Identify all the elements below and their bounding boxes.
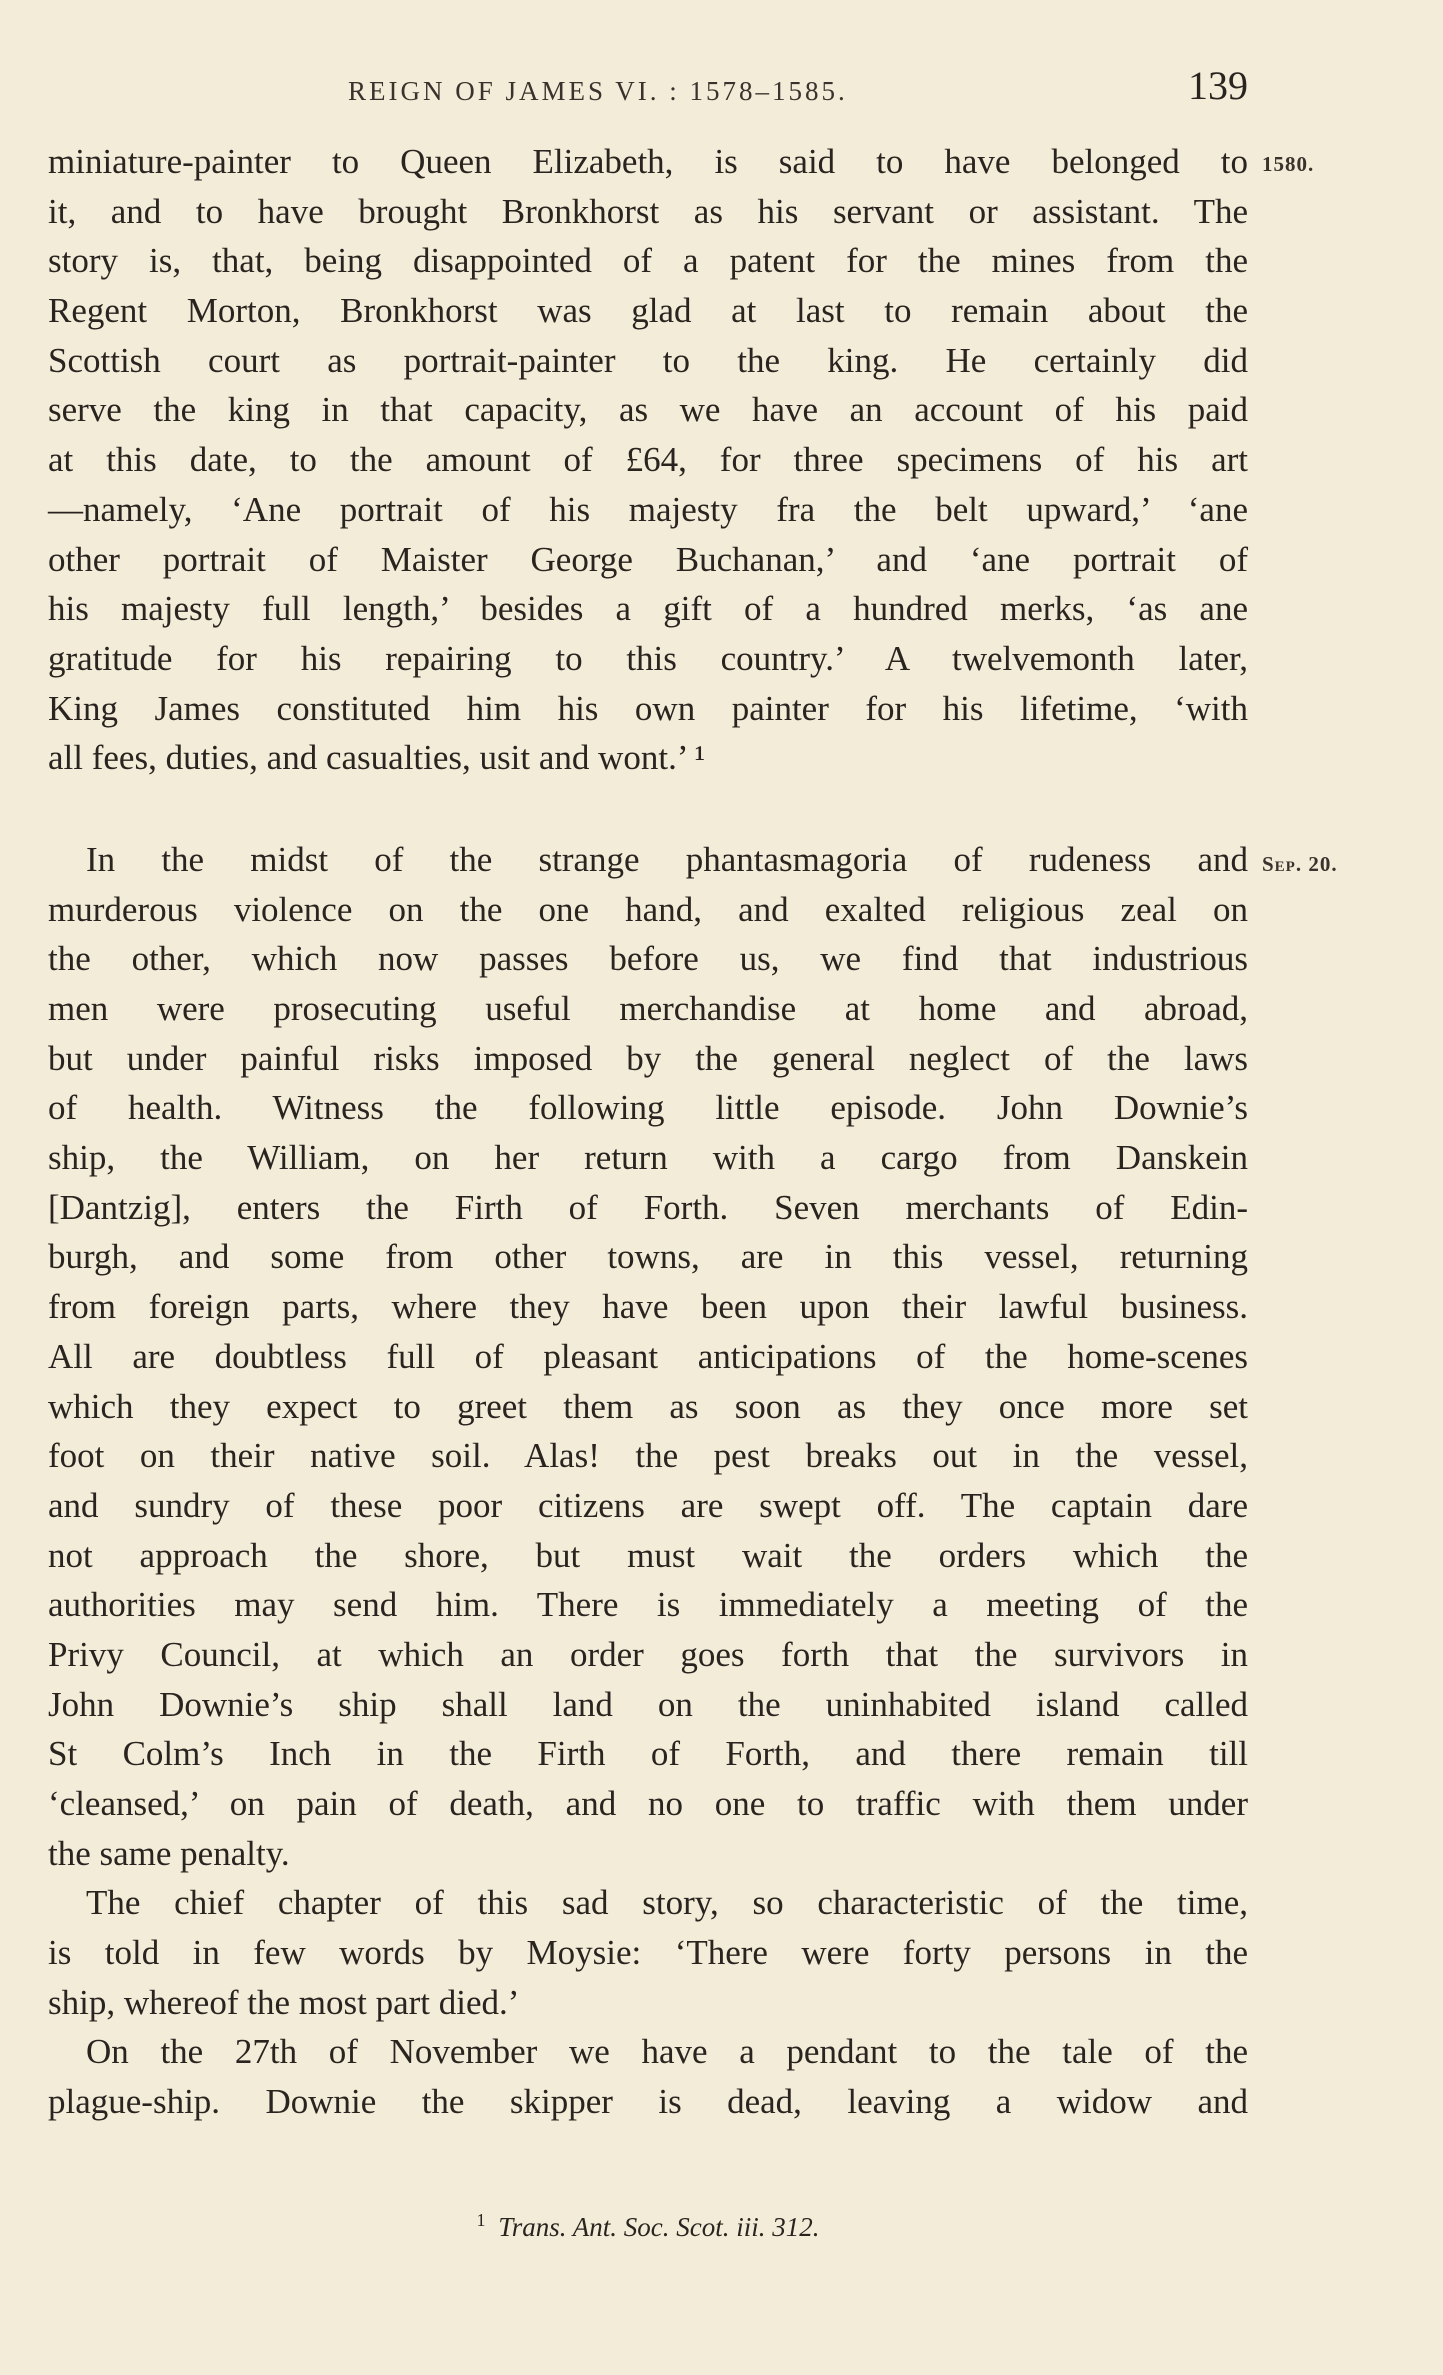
text-line: gratitude for his repairing to this country.’ A twelvemonth later, [48, 638, 1248, 678]
text-line: at this date, to the amount of £64, for three specimens of his art [48, 440, 1248, 480]
text-line: ship, whereof the most part died.’ [48, 1982, 520, 2022]
footnote-mark: 1 [476, 2210, 486, 2230]
text-line: murderous violence on the one hand, and exalted religious zeal on [48, 889, 1248, 929]
text-line: but under painful risks imposed by the general neglect of the laws [48, 1038, 1248, 1078]
text-line: which they expect to greet them as soon as they once more set [48, 1386, 1248, 1426]
page-header [48, 62, 1248, 122]
paragraph-3 [48, 1878, 1248, 2027]
footnote [48, 2210, 1248, 2243]
body-text [48, 137, 1248, 2127]
text-line: men were prosecuting useful merchandise at home and abroad, [48, 989, 1248, 1028]
text-line: serve the king in that capacity, as we have an account of his paid [48, 390, 1248, 430]
text-line: it, and to have brought Bronkhorst as his servant or assistant. The [48, 191, 1248, 231]
text-line: Regent Morton, Bronkhorst was glad at last to remain about the [48, 291, 1248, 331]
text-line: —namely, ‘Ane portrait of his majesty fra the belt upward,’ ‘ane [48, 489, 1248, 529]
paragraph-gap [48, 783, 1248, 835]
running-head: REIGN OF JAMES VI. : 1578–1585. [348, 76, 848, 106]
text-line: Privy Council, at which an order goes forth that the survivors in [48, 1634, 1248, 1674]
text-line: the other, which now passes before us, we find that industrious [48, 939, 1248, 979]
paragraph-4 [48, 2027, 1248, 2126]
text-line: is told in few words by Moysie: ‘There were forty persons in the [48, 1933, 1248, 1973]
text-line: John Downie’s ship shall land on the uninhabited island called [48, 1684, 1248, 1724]
text-line: plague-ship. Downie the skipper is dead, leaving a widow and [48, 2082, 1248, 2122]
text-line: Scottish court as portrait-painter to the king. He certainly did [48, 340, 1248, 380]
margin-note-date: Sep. 20. [1262, 852, 1338, 876]
text-line: miniature-painter to Queen Elizabeth, is said to have belonged to [48, 142, 1248, 181]
text-line: all fees, duties, and casualties, usit and wont.’ ¹ [48, 738, 706, 778]
page-number: 139 [1188, 63, 1248, 108]
text-line: his majesty full length,’ besides a gift of a hundred merks, ‘as ane [48, 589, 1248, 629]
text-line: foot on their native soil. Alas! the pest breaks out in the vessel, [48, 1436, 1248, 1476]
text-line: not approach the shore, but must wait the orders which the [48, 1535, 1248, 1575]
text-line: In the midst of the strange phantasmagoria of rudeness and [86, 839, 1248, 879]
margin-note-year: 1580. [1262, 152, 1315, 176]
text-line: other portrait of Maister George Buchanan,’ and ‘ane portrait of [48, 539, 1248, 579]
text-line: story is, that, being disappointed of a patent for the mines from the [48, 241, 1248, 281]
text-line: On the 27th of November we have a pendant to the tale of the [86, 2032, 1248, 2072]
text-line: from foreign parts, where they have been upon their lawful business. [48, 1287, 1248, 1327]
text-line: of health. Witness the following little episode. John Downie’s [48, 1088, 1248, 1128]
footnote-text: Trans. Ant. Soc. Scot. iii. 312. [498, 2212, 820, 2242]
text-line: the same penalty. [48, 1833, 290, 1873]
text-line: All are doubtless full of pleasant anticipations of the home-scenes [48, 1336, 1248, 1376]
paragraph-2 [48, 835, 1248, 1878]
text-line: King James constituted him his own painter for his lifetime, ‘with [48, 688, 1248, 728]
text-line: [Dantzig], enters the Firth of Forth. Seven merchants of Edin- [48, 1187, 1248, 1227]
text-line: ‘cleansed,’ on pain of death, and no one to traffic with them under [48, 1784, 1248, 1823]
paragraph-1 [48, 137, 1248, 783]
text-line: The chief chapter of this sad story, so characteristic of the time, [86, 1883, 1248, 1923]
text-line: and sundry of these poor citizens are swept off. The captain dare [48, 1485, 1248, 1525]
text-line: authorities may send him. There is immediately a meeting of the [48, 1585, 1248, 1625]
text-line: St Colm’s Inch in the Firth of Forth, and there remain till [48, 1734, 1248, 1774]
text-line: ship, the William, on her return with a cargo from Danskein [48, 1138, 1248, 1178]
text-line: burgh, and some from other towns, are in this vessel, returning [48, 1237, 1248, 1277]
